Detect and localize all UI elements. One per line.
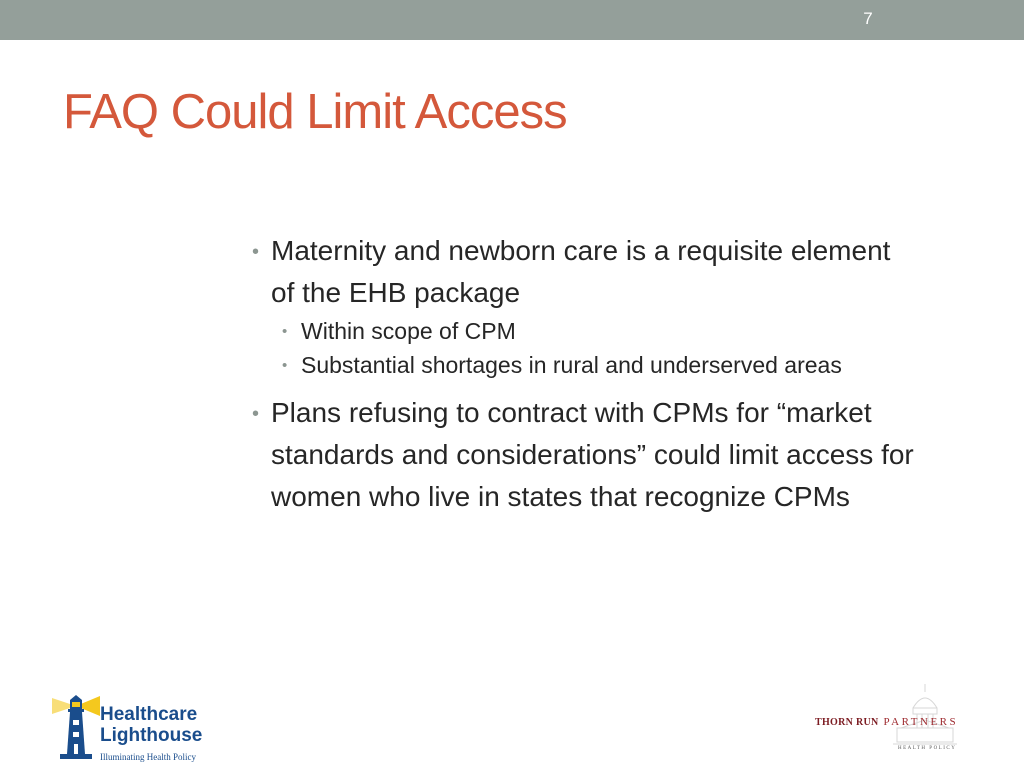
healthcare-lighthouse-logo	[52, 692, 222, 764]
sub-bullet-text: Substantial shortages in rural and underserved areas	[301, 352, 842, 378]
slide-title: FAQ Could Limit Access	[63, 85, 567, 139]
trp-wordmark	[815, 712, 958, 730]
logo-word-healthcare: Healthcare	[100, 704, 198, 725]
sub-bullet-item	[282, 348, 962, 382]
bullet-list	[252, 230, 962, 518]
sub-bullet-item	[282, 314, 962, 348]
bullet-item	[252, 392, 962, 518]
logo-tagline: Illuminating Health Policy	[100, 752, 196, 762]
top-bar	[0, 0, 1024, 40]
bullet-item	[252, 230, 962, 314]
thorn-run-partners-logo	[810, 682, 970, 760]
trp-name-1: THORN RUN	[815, 717, 879, 728]
bullet-text: Maternity and newborn care is a requisite element of the EHB package	[271, 235, 891, 308]
trp-subtitle: HEALTH POLICY	[898, 746, 957, 751]
trp-name-2: PARTNERS	[883, 716, 959, 728]
slide-number: 7	[863, 9, 873, 28]
lighthouse-icon	[52, 694, 100, 762]
sub-bullet-text: Within scope of CPM	[301, 318, 516, 344]
bullet-text: Plans refusing to contract with CPMs for “market standards and considerations” could limit access for women who live in states that recognize CPMs	[271, 397, 914, 512]
logo-word-lighthouse: Lighthouse	[100, 725, 203, 746]
